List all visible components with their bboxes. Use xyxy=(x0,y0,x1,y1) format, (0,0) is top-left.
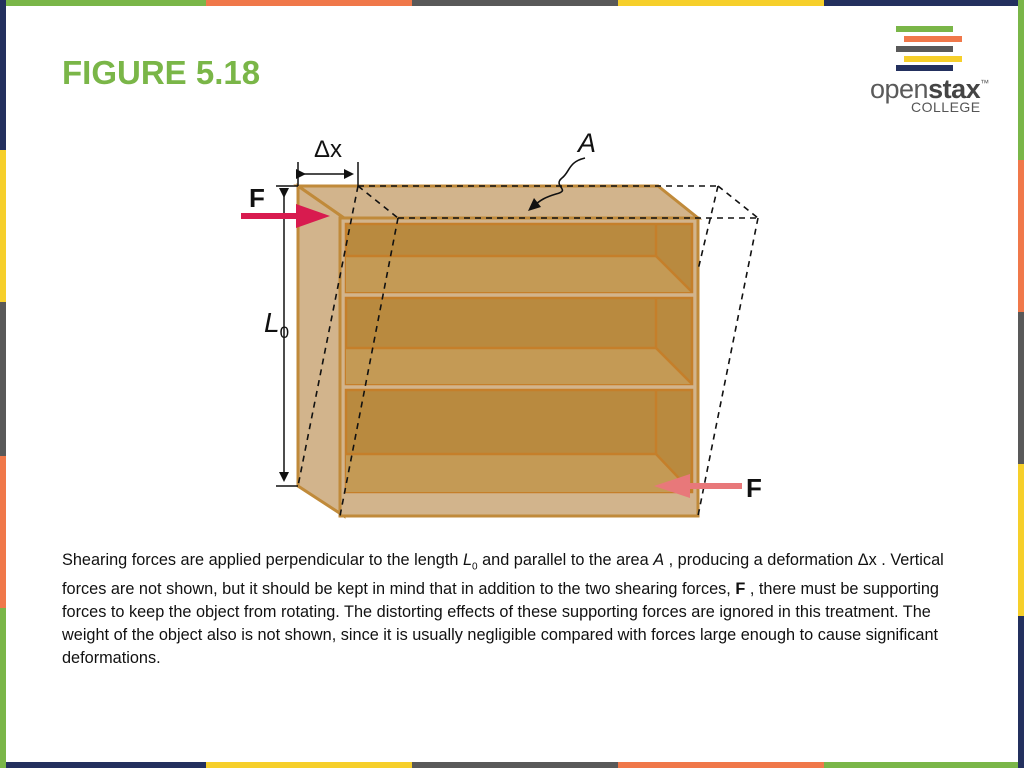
frame-right-green xyxy=(1018,0,1024,160)
frame-right-orange xyxy=(1018,160,1024,312)
frame-left-green xyxy=(0,608,6,768)
caption-part-2: and parallel to the area xyxy=(477,551,654,569)
l0-letter: L xyxy=(264,307,280,338)
dx-label: Δx xyxy=(314,136,343,163)
frame-top-navy xyxy=(824,0,1024,6)
logo-bar-yellow xyxy=(904,56,962,62)
frame-bottom-orange xyxy=(618,762,824,768)
frame-right-navy xyxy=(1018,616,1024,768)
logo-bar-green xyxy=(896,26,953,32)
shelf-floor-2 xyxy=(346,348,692,384)
frame-top-orange xyxy=(206,0,412,6)
frame-top-green xyxy=(0,0,206,6)
frame-right-gray xyxy=(1018,312,1024,464)
l0-label xyxy=(264,307,289,342)
openstax-logo xyxy=(866,24,996,120)
caption-part-4: , there must be supporting forces to keep the object from rotating. The distorting effects of these supporting forces are ignored in this treatment. The weight of the object also is not shown, since it is usually negligible compared with forces large enough to cause significant deformations. xyxy=(62,580,939,668)
l0-subscript: 0 xyxy=(279,323,290,342)
caption-F: F xyxy=(735,580,746,599)
frame-right-yellow xyxy=(1018,464,1024,616)
cabinet-left-side xyxy=(298,186,344,516)
frame-left-gray xyxy=(0,302,6,456)
frame-top-gray xyxy=(412,0,618,6)
logo-word-light: open xyxy=(870,74,929,104)
caption-part-1: Shearing forces are applied perpendicular to the length xyxy=(62,551,463,569)
frame-left-navy xyxy=(0,0,6,150)
shelf-floor-3 xyxy=(346,454,692,492)
area-label: A xyxy=(578,128,597,158)
frame-bottom-green xyxy=(824,762,1024,768)
frame-bottom-yellow xyxy=(206,762,412,768)
caption-L-sub: 0 xyxy=(472,561,478,573)
cabinet-top-face xyxy=(298,186,698,218)
figure-caption xyxy=(62,549,962,670)
slide-title: FIGURE 5.18 xyxy=(62,54,261,91)
frame-left-orange xyxy=(0,456,6,608)
logo-bar-navy xyxy=(896,65,953,71)
caption-L: L xyxy=(462,551,473,569)
shear-figure xyxy=(236,128,776,524)
frame-bottom-gray xyxy=(412,762,618,768)
caption-part-3: , producing a deformation Δx . Vertical forces are not shown, but it should be kept in mind that in addition to the two shearing forces, xyxy=(62,551,944,599)
frame-bottom-navy xyxy=(0,762,206,768)
cabinet-shelves xyxy=(346,224,692,492)
frame-left-yellow xyxy=(0,150,6,302)
caption-A: A xyxy=(653,551,665,569)
logo-word-bold: stax xyxy=(928,74,981,104)
force-top-label: F xyxy=(249,183,265,213)
logo-bar-gray xyxy=(896,46,953,52)
shelf-floor-1 xyxy=(346,256,692,292)
frame-top-yellow xyxy=(618,0,824,6)
logo-subtitle: COLLEGE xyxy=(911,99,981,115)
logo-trademark: ™ xyxy=(980,78,989,88)
logo-bar-orange xyxy=(904,36,962,42)
force-bottom-label: F xyxy=(746,473,762,503)
